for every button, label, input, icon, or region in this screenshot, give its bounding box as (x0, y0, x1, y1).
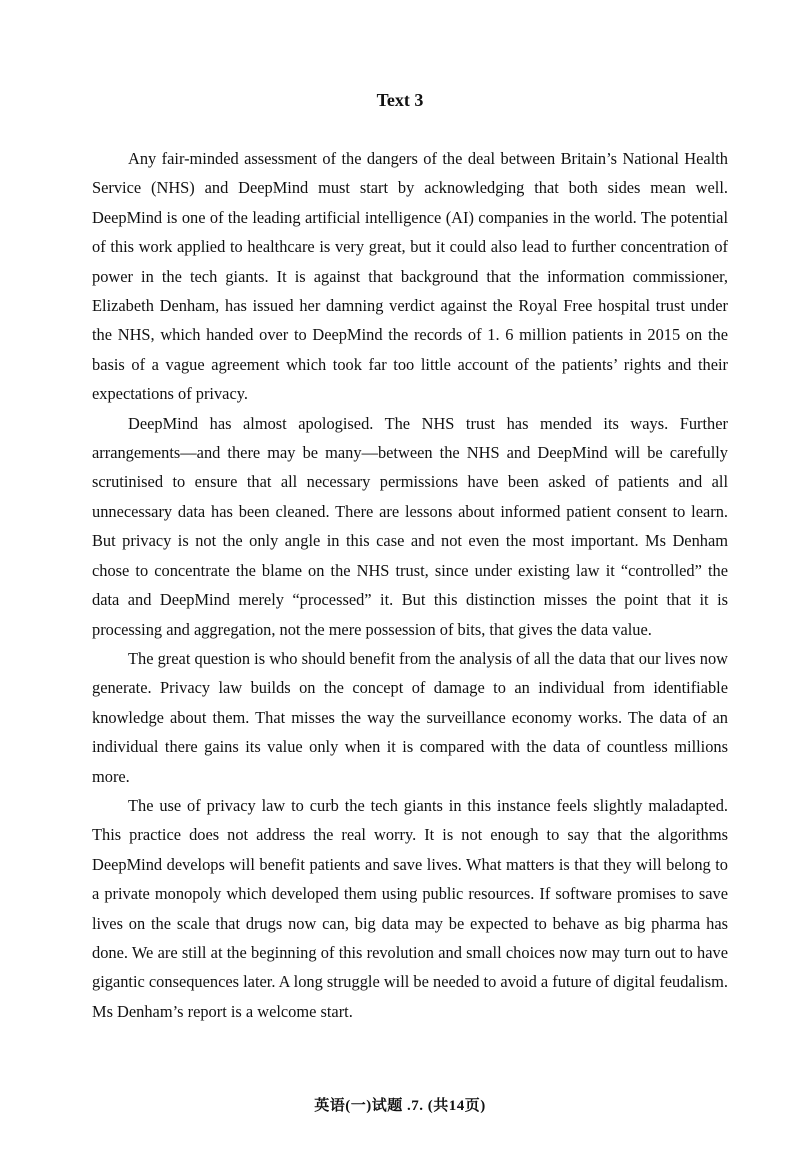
paragraph-3: The great question is who should benefit from the analysis of all the data that our lives now generate. Privacy law builds on the concept of damage to an individual from identifiable knowledge about them. That misses the way the surveillance economy works. The data of an individual there gains its value only when it is compared with the data of countless millions more. (92, 648, 728, 786)
paragraph-2: DeepMind has almost apologised. The NHS trust has mended its ways. Further arrangements—and there may be many—between the NHS and DeepMind will be carefully scrutinised to ensure that all necessary permissions have been asked of patients and all unnecessary data has been cleaned. There are lessons about informed patient consent to learn. But privacy is not the only angle in this case and not even the most important. Ms Denham chose to concentrate the blame on the NHS trust, since under existing law it “controlled” the data and DeepMind merely “processed” it. But this distinction misses the point that it is processing and aggregation, not the mere possession of bits, that gives the data value. (92, 413, 728, 639)
page-title: Text 3 (376, 90, 424, 110)
page-footer: 英语(一)试题 .7. (共14页) (314, 1098, 486, 1114)
article-body (92, 144, 728, 1026)
paragraph-4: The use of privacy law to curb the tech giants in this instance feels slightly maladapted. This practice does not address the real worry. It is not enough to say that the algorithms DeepMind develops will benefit patients and save lives. What matters is that they will belong to a private monopoly which developed them using public resources. If software promises to save lives on the scale that drugs now can, big data may be expected to behave as big pharma has done. We are still at the beginning of this revolution and small choices now may turn out to have gigantic consequences later. A long struggle will be needed to avoid a future of digital feudalism. Ms Denham’s report is a welcome start. (92, 795, 728, 1021)
paragraph-1: Any fair-minded assessment of the dangers of the deal between Britain’s National Health Service (NHS) and DeepMind must start by acknowledging that both sides mean well. DeepMind is one of the leading artificial intelligence (AI) companies in the world. The potential of this work applied to healthcare is very great, but it could also lead to further concentration of power in the tech giants. It is against that background that the information commissioner, Elizabeth Denham, has issued her damning verdict against the Royal Free hospital trust under the NHS, which handed over to DeepMind the records of 1. 6 million patients in 2015 on the basis of a vague agreement which took far too little account of the patients’ rights and their expectations of privacy. (92, 149, 728, 404)
